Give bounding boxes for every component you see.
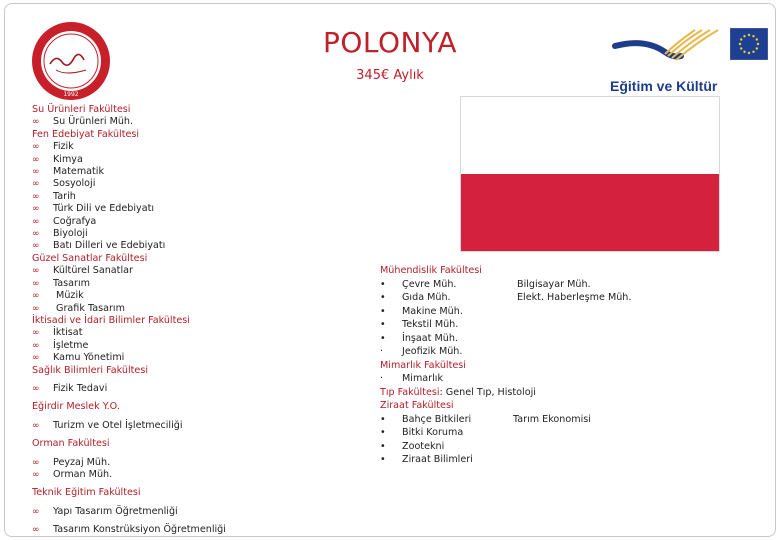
- bullet-icon: •: [380, 454, 386, 465]
- department-item: [32, 216, 372, 228]
- bullet-icon: ·: [380, 373, 384, 384]
- bullet-icon: ∞: [32, 506, 40, 517]
- department-label: İktisat: [53, 327, 83, 339]
- department-label: Coğrafya: [53, 215, 97, 227]
- faculty-heading: Güzel Sanatlar Fakültesi: [32, 252, 148, 264]
- department-item: [32, 327, 372, 339]
- department-label-second-column: Elekt. Haberleşme Müh.: [517, 292, 632, 303]
- department-item: [32, 116, 372, 128]
- bullet-icon: ∞: [32, 167, 40, 178]
- page-title: POLONYA: [322, 26, 458, 59]
- department-item: [32, 303, 372, 315]
- bullet-icon: ∞: [32, 229, 40, 240]
- department-item: [32, 141, 372, 153]
- department-label: Kimya: [53, 153, 83, 165]
- department-item: [380, 305, 760, 319]
- department-item: [32, 191, 372, 203]
- faculty-heading: Tıp Fakültesi: [380, 386, 440, 398]
- eu-star-icon: [756, 38, 758, 40]
- bullet-icon: ∞: [32, 241, 40, 252]
- faculty-heading: Teknik Eğitim Fakültesi: [32, 487, 141, 499]
- department-item: [32, 457, 372, 469]
- bullet-icon: •: [380, 305, 386, 317]
- faculty-heading: Sağlık Bilimleri Fakültesi: [32, 364, 148, 376]
- department-item: [32, 290, 372, 302]
- department-item: [380, 426, 760, 440]
- department-label-second-column: Bilgisayar Müh.: [517, 278, 591, 290]
- bullet-icon: ∞: [32, 179, 40, 190]
- bullet-icon: •: [380, 319, 386, 330]
- department-label: Fizik: [53, 141, 74, 153]
- department-label: Gıda Müh.: [402, 292, 451, 303]
- department-item: [32, 154, 372, 166]
- eu-flag-icon: [730, 28, 768, 60]
- bullet-icon: ∞: [32, 204, 40, 215]
- poland-flag-white-band: [461, 97, 719, 174]
- bullet-icon: ·: [380, 346, 384, 357]
- department-item: [380, 453, 760, 467]
- department-label: Fizik Tedavi: [53, 382, 108, 394]
- department-item: [380, 318, 760, 332]
- department-label: Batı Dilleri ve Edebiyatı: [53, 240, 166, 252]
- eu-star-icon: [739, 43, 741, 45]
- egitim-ve-kultur-logo: [610, 16, 725, 94]
- department-label: Kültürel Sanatlar: [53, 265, 133, 277]
- egitim-ve-kultur-text: Eğitim ve Kültür: [610, 78, 718, 94]
- faculty-list-left: [32, 104, 372, 537]
- department-label: Yapı Tasarım Öğretmenliği: [53, 505, 178, 517]
- department-label: : Genel Tıp, Histoloji: [439, 386, 536, 398]
- department-label: Tekstil Müh.: [402, 319, 459, 330]
- department-item: [32, 420, 372, 432]
- department-label: Tasarım Konstrüksiyon Öğretmenliği: [53, 524, 226, 536]
- department-item: [32, 278, 372, 290]
- bullet-icon: •: [380, 332, 386, 344]
- bullet-icon: •: [380, 440, 386, 452]
- bullet-icon: ∞: [32, 457, 40, 468]
- department-item: [380, 372, 760, 386]
- department-item: [32, 383, 372, 395]
- faculty-heading: Su Ürünleri Fakültesi: [32, 104, 131, 115]
- department-label: Turizm ve Otel İşletmeciliği: [53, 419, 183, 431]
- department-label: Peyzaj Müh.: [53, 456, 111, 468]
- department-item: [32, 340, 372, 352]
- eu-star-icon: [748, 52, 750, 54]
- department-item: [380, 413, 760, 427]
- eu-star-icon: [743, 35, 745, 37]
- faculty-heading: Fen Edebiyat Fakültesi: [32, 128, 140, 140]
- bullet-icon: ∞: [32, 291, 40, 302]
- department-item: [32, 469, 372, 481]
- department-label: Matematik: [53, 166, 105, 178]
- department-label: Çevre Müh.: [402, 278, 457, 290]
- department-label: Ziraat Bilimleri: [402, 454, 473, 465]
- bullet-icon: ∞: [32, 383, 40, 394]
- department-label: Jeofizik Müh.: [402, 346, 463, 357]
- faculty-list-right: [380, 264, 760, 467]
- eu-star-icon: [752, 51, 754, 53]
- department-item: [32, 228, 372, 240]
- eu-star-icon: [748, 34, 750, 36]
- department-label: Orman Müh.: [53, 468, 113, 480]
- bullet-icon: •: [380, 292, 386, 303]
- department-item: [380, 278, 760, 292]
- department-label: Bahçe Bitkileri: [402, 413, 472, 425]
- bullet-icon: ∞: [32, 525, 40, 536]
- department-label: İnşaat Müh.: [402, 332, 458, 344]
- department-item: [32, 352, 372, 364]
- faculty-heading: Mimarlık Fakültesi: [380, 359, 466, 371]
- bullet-icon: •: [380, 427, 386, 438]
- bullet-icon: ∞: [32, 266, 40, 277]
- department-label: Kamu Yönetimi: [53, 352, 125, 364]
- department-label: Tasarım: [53, 277, 90, 289]
- eu-star-icon: [743, 51, 745, 53]
- svg-text:1992: 1992: [63, 91, 79, 98]
- bullet-icon: ∞: [32, 353, 40, 364]
- faculty-heading: Ziraat Fakültesi: [380, 400, 454, 411]
- egitim-ve-kultur-swoosh-icon: [610, 16, 725, 72]
- department-item: [380, 440, 760, 454]
- bullet-icon: ∞: [32, 216, 40, 227]
- department-label-second-column: Tarım Ekonomisi: [513, 413, 591, 425]
- faculty-heading: Eğirdir Meslek Y.O.: [32, 401, 120, 413]
- eu-star-icon: [752, 35, 754, 37]
- faculty-heading: Mühendislik Fakültesi: [380, 265, 482, 276]
- department-label: Türk Dili ve Edebiyatı: [53, 203, 155, 215]
- faculty-heading: Orman Fakültesi: [32, 438, 110, 450]
- bullet-icon: •: [380, 413, 386, 425]
- monthly-price: 345€ Aylık: [356, 68, 424, 83]
- eu-star-icon: [757, 43, 759, 45]
- department-label: Zootekni: [402, 440, 445, 452]
- bullet-icon: ∞: [32, 328, 40, 339]
- department-label: Grafik Tasarım: [53, 302, 125, 314]
- eu-star-icon: [740, 47, 742, 49]
- department-label: Bitki Koruma: [402, 427, 464, 438]
- eu-star-icon: [740, 38, 742, 40]
- faculty-inline-row: [380, 386, 760, 400]
- bullet-icon: •: [380, 278, 386, 290]
- bullet-icon: ∞: [32, 303, 40, 314]
- department-item: [32, 166, 372, 178]
- department-label: Tarih: [53, 190, 76, 202]
- department-item: [32, 265, 372, 277]
- department-label: Mimarlık: [402, 373, 443, 384]
- faculty-heading: İktisadi ve İdari Bilimler Fakültesi: [32, 314, 190, 326]
- bullet-icon: ∞: [32, 420, 40, 431]
- poland-flag: [460, 96, 720, 252]
- department-label: İşletme: [53, 339, 89, 351]
- department-label: Müzik: [53, 290, 84, 302]
- department-item: [380, 291, 760, 305]
- bullet-icon: ∞: [32, 278, 40, 289]
- department-label: Su Ürünleri Müh.: [53, 116, 134, 128]
- department-item: [380, 332, 760, 346]
- poland-flag-red-band: [461, 174, 719, 251]
- eu-star-icon: [756, 47, 758, 49]
- bullet-icon: ∞: [32, 154, 40, 165]
- department-item: [32, 524, 372, 536]
- department-item: [32, 178, 372, 190]
- department-label: Makine Müh.: [402, 305, 463, 317]
- department-item: [32, 240, 372, 252]
- bullet-icon: ∞: [32, 340, 40, 351]
- department-label: Biyoloji: [53, 228, 88, 240]
- bullet-icon: ∞: [32, 191, 40, 202]
- bullet-icon: ∞: [32, 142, 40, 153]
- department-item: [380, 345, 760, 359]
- bullet-icon: ∞: [32, 469, 40, 480]
- department-item: [32, 203, 372, 215]
- bullet-icon: ∞: [32, 117, 40, 128]
- department-item: [32, 506, 372, 518]
- department-label: Sosyoloji: [53, 178, 96, 190]
